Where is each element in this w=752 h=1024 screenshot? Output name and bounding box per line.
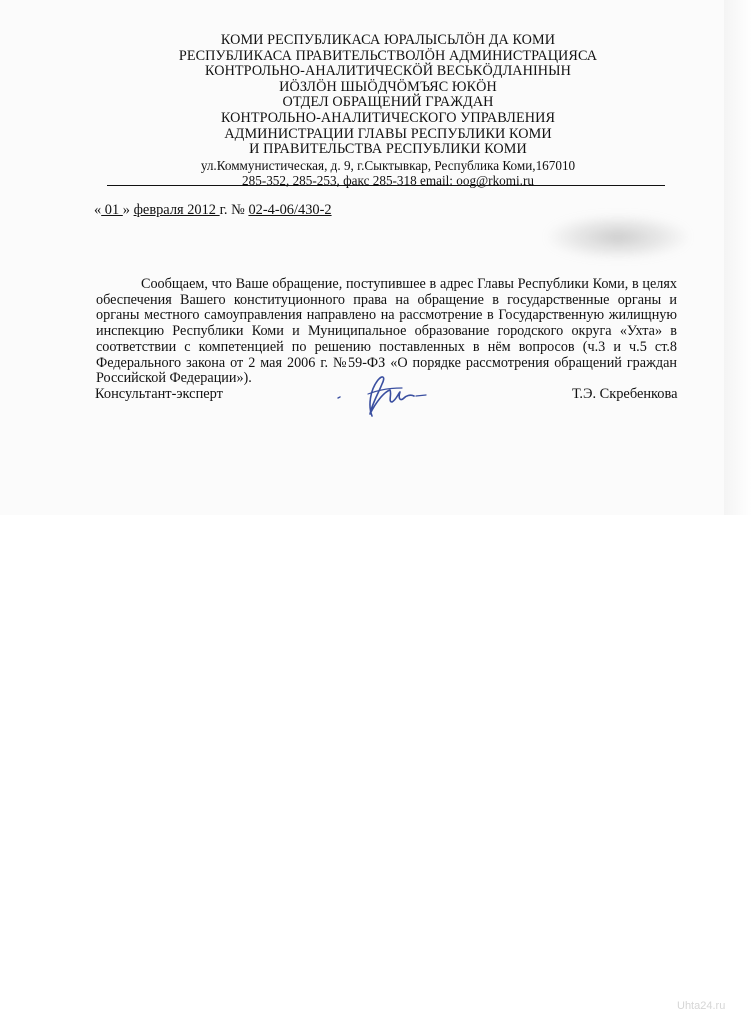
- letterhead-line: ИÖЗЛÖН ШЫÖДЧÖМЪЯС ЮКÖН: [279, 78, 497, 95]
- letterhead: [100, 33, 676, 189]
- letterhead-line: РЕСПУБЛИКАСА ПРАВИТЕЛЬСТВОЛÖН АДМИНИСТРАЦИЯСА: [178, 47, 598, 64]
- letter-body: Сообщаем, что Ваше обращение, поступившее в адрес Главы Республики Коми, в целях обеспечения Вашего конституционного права на обращение в государственные органы и органы местного самоуправления направлено на рассмотрение в Государственную жилищную инспекцию Республики Коми и Муниципальное образование городского округа «Ухта» в соответствии с компетенцией по решению поставленных в нём вопросов (ч.3 и ч.5 ст.8 Федерального закона от 2 мая 2006 г. №59-ФЗ «О порядке рассмотрения обращений граждан Российской Федерации»).: [96, 276, 677, 387]
- letterhead-line: КОНТРОЛЬНО-АНАЛИТИЧЕСКÖЙ ВЕСЬКÖДЛАНІНЫН: [205, 63, 571, 80]
- site-watermark: Uhta24.ru: [677, 1000, 726, 1012]
- date-year-suffix: г. №: [219, 202, 245, 218]
- letterhead-line: АДМИНИСТРАЦИИ ГЛАВЫ РЕСПУБЛИКИ КОМИ: [224, 125, 552, 142]
- contacts-line: 285-352, 285-253, факс 285-318 email: oog@rkomi.ru: [242, 173, 534, 189]
- scan-edge-shadow: [724, 0, 752, 515]
- signer-role: Консультант-эксперт: [95, 386, 223, 402]
- handwritten-signature: [332, 372, 432, 420]
- address-line: ул.Коммунистическая, д. 9, г.Сыктывкар, Республика Коми,167010: [200, 157, 576, 173]
- letterhead-line: И ПРАВИТЕЛЬСТВА РЕСПУБЛИКИ КОМИ: [249, 141, 527, 158]
- date-open-quote: «: [94, 202, 102, 218]
- redacted-addressee: [548, 215, 688, 259]
- letterhead-line: КОНТРОЛЬНО-АНАЛИТИЧЕСКОГО УПРАВЛЕНИЯ: [220, 109, 556, 126]
- reference-number: 02-4-06/430-2: [248, 202, 332, 218]
- signer-name: Т.Э. Скребенкова: [572, 386, 678, 402]
- date-day: 01: [101, 202, 123, 218]
- letterhead-line: КОМИ РЕСПУБЛИКАСА ЮРАЛЫСЬЛÖН ДА КОМИ: [220, 32, 556, 48]
- letterhead-line: ОТДЕЛ ОБРАЩЕНИЙ ГРАЖДАН: [282, 94, 494, 111]
- date-month-year: февраля 2012: [133, 202, 220, 218]
- date-close-quote: »: [122, 202, 130, 218]
- date-and-number-line: [94, 202, 332, 219]
- header-divider: [107, 185, 665, 186]
